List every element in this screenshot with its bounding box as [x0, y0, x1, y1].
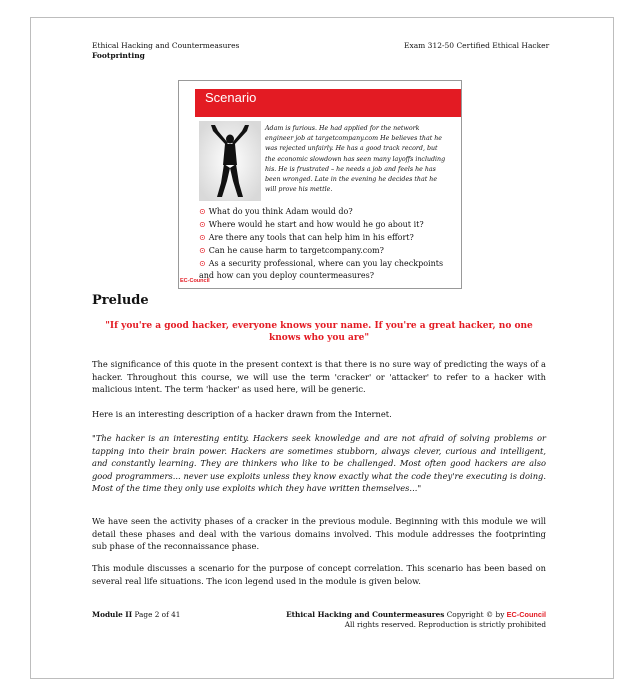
- scenario-box: [178, 80, 462, 289]
- scenario-question: Where would he start and how would he go about it?: [208, 220, 424, 229]
- prelude-heading: Prelude: [92, 293, 149, 308]
- circle-bullet-icon: ⊙: [199, 220, 206, 229]
- scenario-question: What do you think Adam would do?: [208, 207, 353, 216]
- header-exam-title: Exam 312-50 Certified Ethical Hacker: [404, 41, 550, 50]
- list-item: [199, 245, 459, 257]
- footer-ec-council-logo: EC-Council: [506, 610, 546, 619]
- list-item: [199, 219, 459, 231]
- list-item: [199, 206, 459, 218]
- scenario-story: Adam is furious. He had applied for the network engineer job at targetcompany.com He believes that he was rejected unfairly. He has a good track record, but the economic slowdown has seen many layoffs including his. He is frustrated – he needs a job and feels he has been wronged. Late in the evening he decides that he will prove his mettle.: [265, 125, 446, 194]
- footer-rights: All rights reserved. Reproduction is strictly prohibited: [344, 620, 546, 629]
- footer-module-label: Module II: [92, 610, 133, 619]
- paragraph: We have seen the activity phases of a cracker in the previous module. Beginning with this module we will detail these phases and deal with the various domains involved. This module addresses the footprinting sub phase of the reconnaissance phase.: [92, 516, 546, 552]
- page-footer-left: [92, 610, 180, 619]
- scenario-question: Are there any tools that can help him in his effort?: [208, 233, 414, 242]
- list-item: [199, 232, 459, 244]
- paragraph: The significance of this quote in the present context is that there is no sure way of predicting the ways of a hacker. Throughout this course, we will use the term 'cracker' or 'attacker' to refer to a hacker with malicious intent. The term 'hacker' as used here, will be generic.: [92, 359, 546, 395]
- ec-council-logo: EC-Council: [180, 278, 210, 284]
- scenario-question: As a security professional, where can you lay checkpoints and how can you deploy countermeasures?: [199, 259, 444, 280]
- circle-bullet-icon: ⊙: [199, 233, 206, 242]
- list-item: [199, 258, 459, 282]
- circle-bullet-icon: ⊙: [199, 259, 206, 268]
- footer-course-title: Ethical Hacking and Countermeasures: [286, 610, 445, 619]
- scenario-title: Scenario: [205, 90, 257, 105]
- circle-bullet-icon: ⊙: [199, 246, 206, 255]
- circle-bullet-icon: ⊙: [199, 207, 206, 216]
- header-section-title: Footprinting: [92, 51, 145, 60]
- scenario-question-list: [199, 206, 459, 283]
- footer-page-info: Page 2 of 41: [134, 610, 181, 619]
- paragraph: Here is an interesting description of a hacker drawn from the Internet.: [92, 409, 392, 419]
- hacker-quote: "If you're a good hacker, everyone knows your name. If you're a great hacker, no one knows who you are": [105, 321, 533, 343]
- footer-copyright: Copyright © by: [446, 610, 505, 619]
- page-footer-right: [280, 610, 546, 630]
- header-course-title: Ethical Hacking and Countermeasures: [92, 41, 240, 50]
- paragraph: This module discusses a scenario for the purpose of concept correlation. This scenario has been based on several real life situations. The icon legend used in the module is given below.: [92, 563, 546, 586]
- frustrated-man-figure-icon: [199, 121, 261, 201]
- scenario-question: Can he cause harm to targetcompany.com?: [208, 246, 384, 255]
- hacker-description-quote: "The hacker is an interesting entity. Hackers seek knowledge and are not afraid of solving problems or tapping into their brain power. Hackers are sometimes stubborn, always clever, curious and intelligent, and constantly learning. They are thinkers who like to be challenged. Most often good hackers are also good programmers... never use exploits unless they know exactly what the code they're executing is doing. Most of the time they only use exploits which they have written themselves...": [92, 433, 546, 494]
- page-header-left: [92, 41, 239, 61]
